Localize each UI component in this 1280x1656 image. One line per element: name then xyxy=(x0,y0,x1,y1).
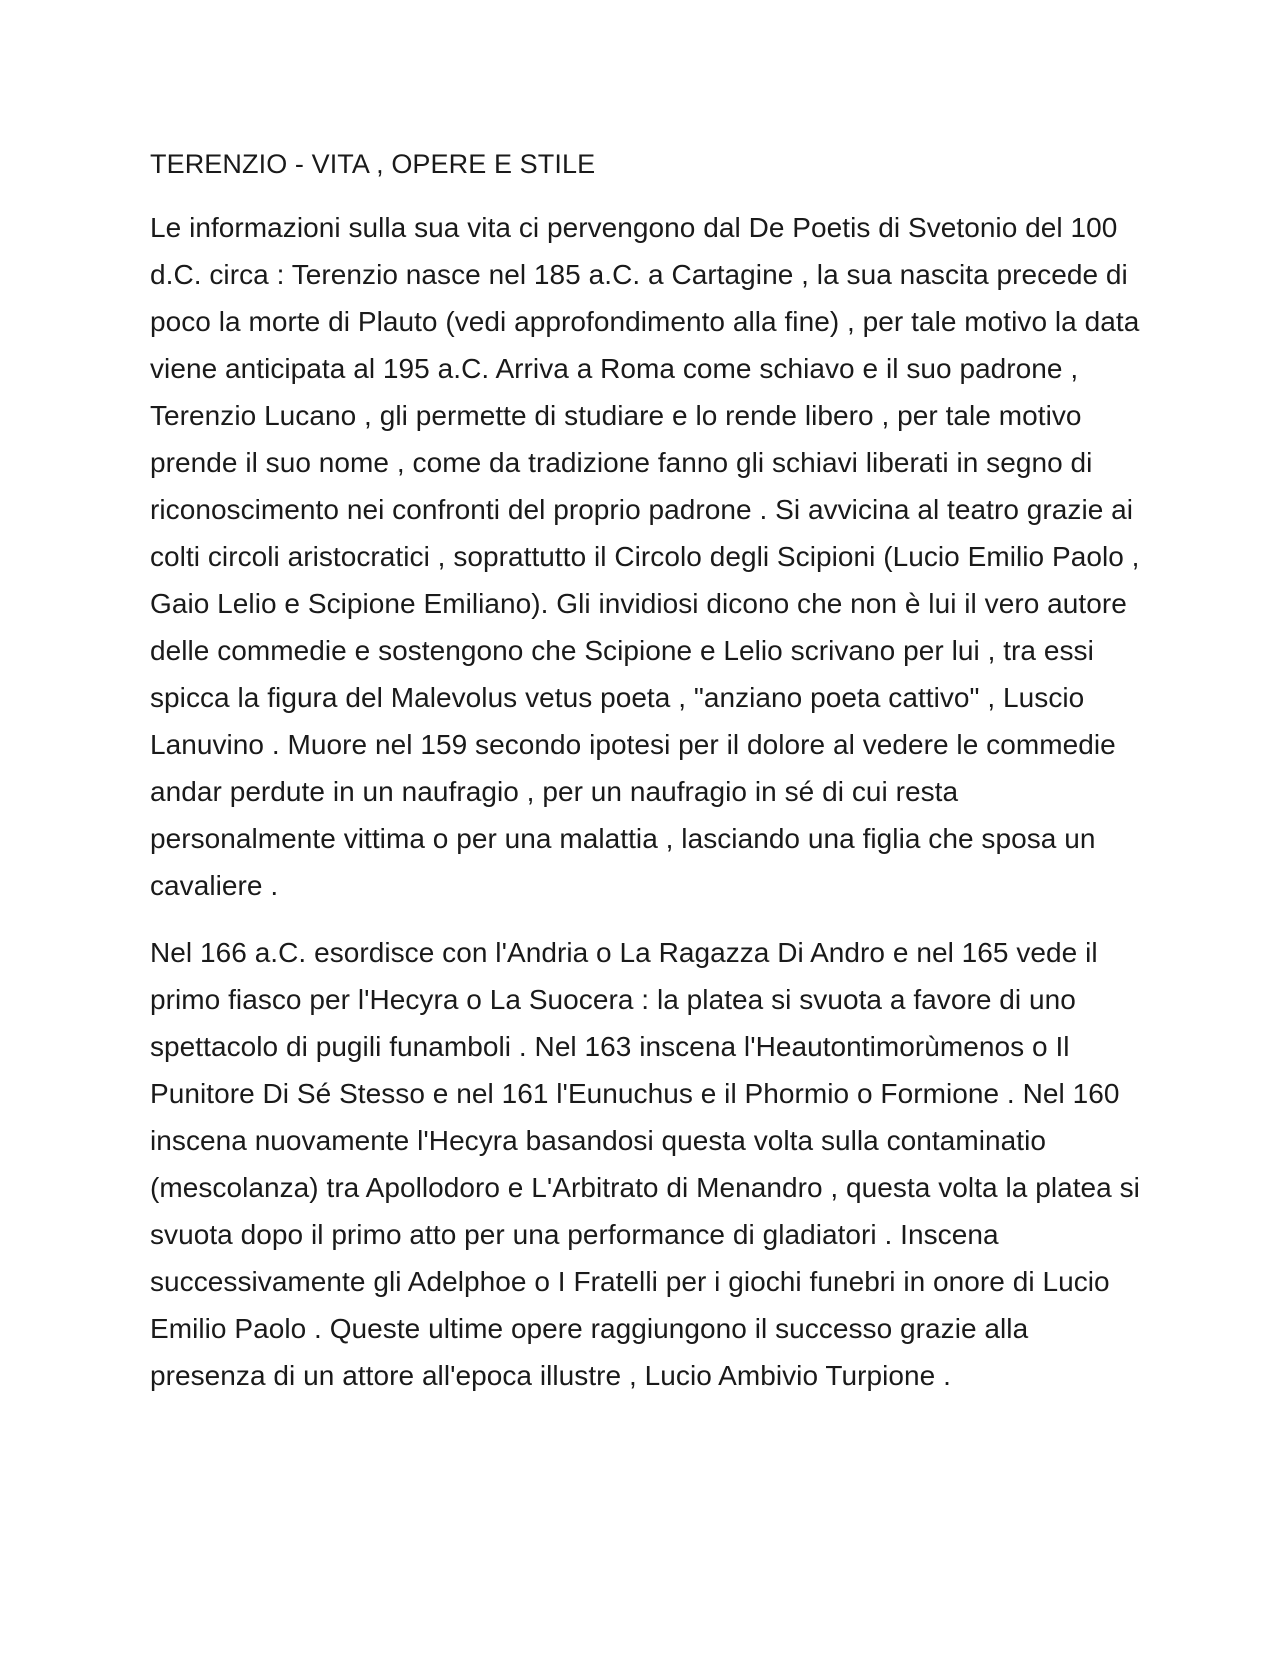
document-title: TERENZIO - VITA , OPERE E STILE xyxy=(150,149,596,179)
paragraph-life: Le informazioni sulla sua vita ci pervengono dal De Poetis di Svetonio del 100 d.C. circa : Terenzio nasce nel 185 a.C. a Cartagine , la sua nascita precede di poco la morte di Plauto (vedi approfondimento alla fine) , per tale motivo la data viene anticipata al 195 a.C. Arriva a Roma come schiavo e il suo padrone , Terenzio Lucano , gli permette di studiare e lo rende libero , per tale motivo prende il suo nome , come da tradizione fanno gli schiavi liberati in segno di riconoscimento nei confronti del proprio padrone . Si avvicina al teatro grazie ai colti circoli aristocratici , soprattutto il Circolo degli Scipioni (Lucio Emilio Paolo , Gaio Lelio e Scipione Emiliano). Gli invidiosi dicono che non è lui il vero autore delle commedie e sostengono che Scipione e Lelio scrivano per lui , tra essi spicca la figura del Malevolus vetus poeta , "anziano poeta cattivo" , Luscio Lanuvino . Muore nel 159 secondo ipotesi per il dolore al vedere le commedie andar perdute in un naufragio , per un naufragio in sé di cui resta personalmente vittima o per una malattia , lasciando una figlia che sposa un cavaliere . xyxy=(150,212,1140,902)
paragraph-works: Nel 166 a.C. esordisce con l'Andria o La Ragazza Di Andro e nel 165 vede il primo fiasco per l'Hecyra o La Suocera : la platea si svuota a favore di uno spettacolo di pugili funamboli . Nel 163 inscena l'Heautontimorùmenos o Il Punitore Di Sé Stesso e nel 161 l'Eunuchus e il Phormio o Formione . Nel 160 inscena nuovamente l'Hecyra basandosi questa volta sulla contaminatio (mescolanza) tra Apollodoro e L'Arbitrato di Menandro , questa volta la platea si svuota dopo il primo atto per una performance di gladiatori . Inscena successivamente gli Adelphoe o I Fratelli per i giochi funebri in onore di Lucio Emilio Paolo . Queste ultime opere raggiungono il successo grazie alla presenza di un attore all'epoca illustre , Lucio Ambivio Turpione . xyxy=(150,937,1140,1392)
document-page xyxy=(150,148,1140,1419)
